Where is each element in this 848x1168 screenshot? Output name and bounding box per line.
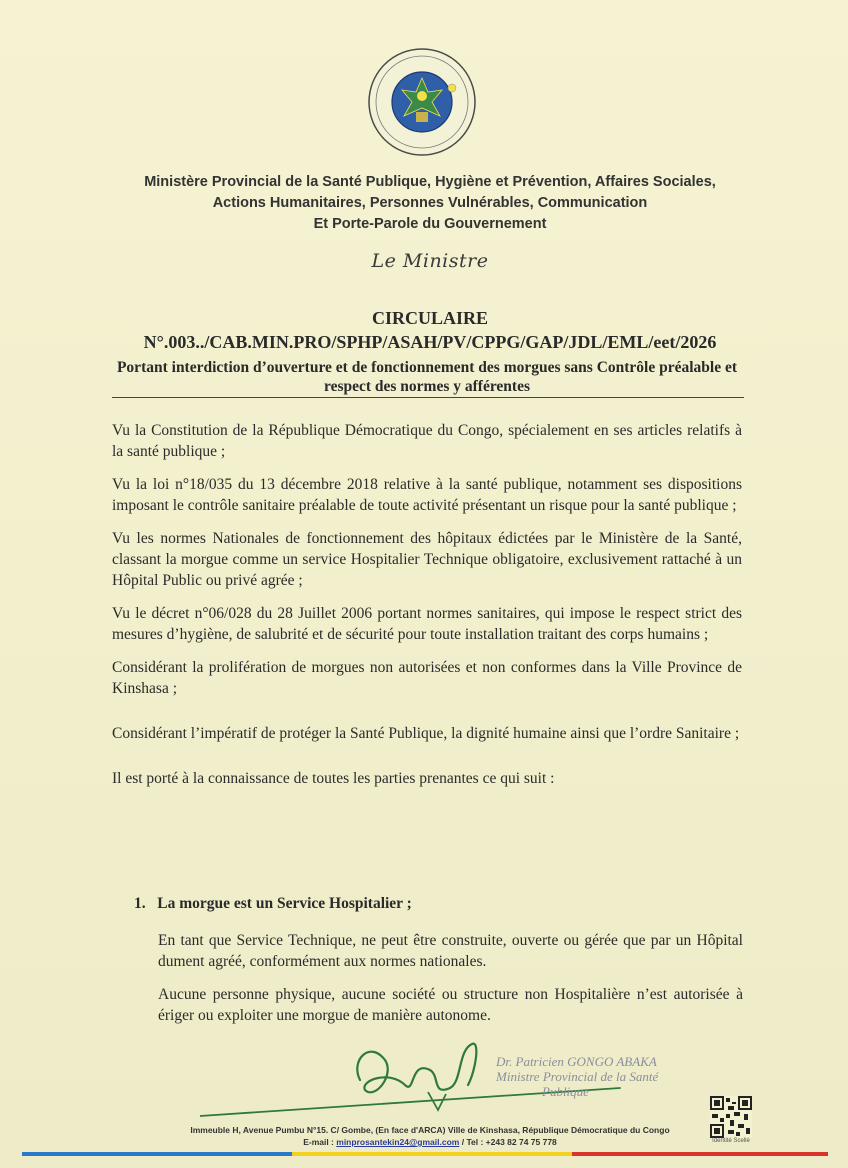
article-1-title: La morgue est un Service Hospitalier ;: [157, 895, 412, 912]
paragraph-annonce: Il est porté à la connaissance de toutes les parties prenantes ce qui suit :: [112, 770, 555, 787]
band-red: [572, 1152, 828, 1156]
paragraph-normes: Vu les normes Nationales de fonctionnement des hôpitaux édictées par le Ministère de la Santé, classant la morgue comme un service Hospitalier Technique obligatoire, exclusivement rattaché à un Hôpital Public ou privé agrée ;: [112, 530, 742, 589]
official-seal: [366, 46, 478, 158]
ministry-line-2: Actions Humanitaires, Personnes Vulnérables, Communication: [212, 195, 648, 211]
band-yellow: [292, 1152, 572, 1156]
footer-contact: [180, 1136, 680, 1148]
footer-address: Immeuble H, Avenue Pumbu N°15. C/ Gombe, (En face d'ARCA) Ville de Kinshasa, République Démocratique du Congo: [190, 1125, 670, 1135]
ministry-line-1: Ministère Provincial de la Santé Publique, Hygiène et Prévention, Affaires Sociales,: [144, 174, 716, 190]
footer-tel: / Tel : +243 82 74 75 778: [461, 1137, 557, 1147]
paragraph-constitution: Vu la Constitution de la République Démocratique du Congo, spécialement en ses articles relatifs à la santé publique ;: [112, 422, 742, 460]
paragraph-loi: Vu la loi n°18/035 du 13 décembre 2018 relative à la santé publique, notamment ses dispositions imposant le contrôle sanitaire préalable de toute activité présentant un risque pour la santé publique ;: [112, 476, 742, 514]
footer: [180, 1124, 680, 1148]
signatory-title: Ministre Provincial de la Santé: [496, 1069, 659, 1084]
ministry-header: [60, 172, 800, 235]
circulaire-reference: N°.003../CAB.MIN.PRO/SPHP/ASAH/PV/CPPG/GAP/JDL/EML/eet/2026: [143, 332, 717, 352]
qr-label: Identité Scellé: [712, 1138, 750, 1144]
article-1-paragraph-2: Aucune personne physique, aucune société ou structure non Hospitalière n’est autorisée à ériger ou exploiter une morgue de manière autonome.: [158, 986, 743, 1024]
footer-email-link[interactable]: minprosantekin24@gmail.com: [336, 1137, 460, 1147]
footer-email-label: E-mail :: [303, 1137, 334, 1147]
signatory-name: Dr. Patricien GONGO ABAKA: [496, 1054, 657, 1069]
paragraph-decret: Vu le décret n°06/028 du 28 Juillet 2006 portant normes sanitaires, qui impose le respect strict des mesures d’hygiène, de salubrité et de sécurité pour toute installation traitant des corps humains ;: [112, 605, 742, 643]
paragraph-proliferation: Considérant la prolifération de morgues non autorisées et non conformes dans la Ville Province de Kinshasa ;: [112, 659, 742, 697]
subject-underline: [112, 397, 744, 398]
article-1-heading: [134, 893, 744, 914]
circulaire-title: CIRCULAIRE: [371, 308, 488, 328]
signatory-block: [496, 1054, 658, 1099]
article-1-number: 1.: [134, 895, 146, 912]
le-ministre-heading: Le Ministre: [371, 250, 489, 272]
band-blue: [22, 1152, 292, 1156]
circulaire-subject: Portant interdiction d’ouverture et de fonctionnement des morgues sans Contrôle préalable et respect des normes y afférentes: [116, 359, 738, 395]
article-1-body: [158, 930, 743, 1038]
paragraph-imperatif: Considérant l’impératif de protéger la Santé Publique, la dignité humaine ainsi que l’ordre Sanitaire ;: [112, 725, 740, 742]
ministry-line-3: Et Porte-Parole du Gouvernement: [313, 216, 547, 232]
article-1-paragraph-1: En tant que Service Technique, ne peut être construite, ouverte ou gérée que par un Hôpital dument agréé, conformément aux normes nationales.: [158, 932, 743, 970]
qr-code: [710, 1096, 752, 1138]
preamble: [112, 420, 742, 801]
signatory-title-2: Publique: [542, 1084, 589, 1099]
